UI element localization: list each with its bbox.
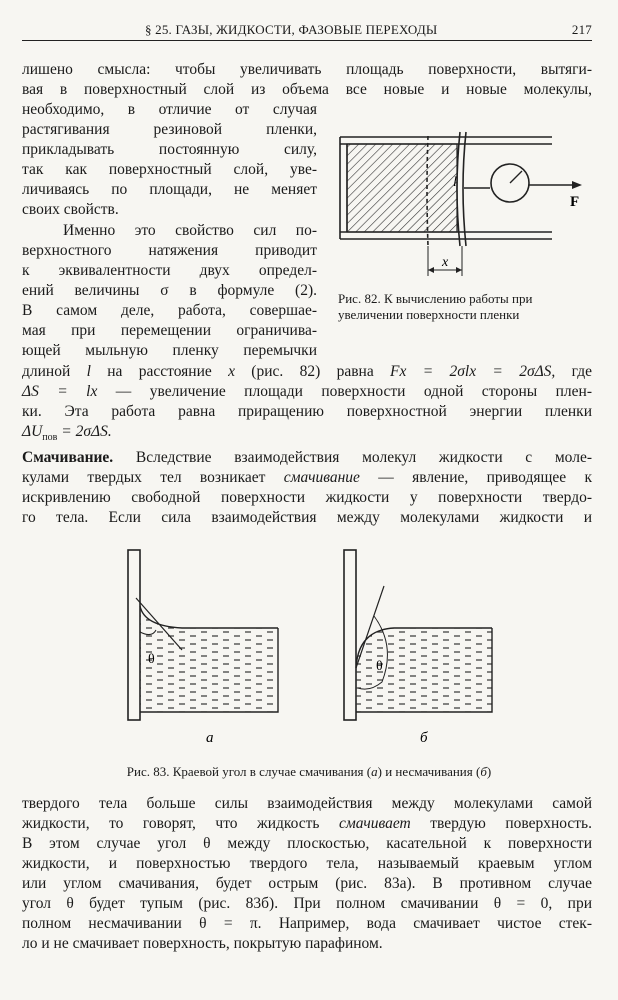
header-rule — [22, 40, 592, 41]
panel-a-wetting — [128, 550, 278, 746]
text-line: жидкости, то говорят, что жидкость смачивает твердую поверхность. — [22, 815, 592, 832]
text-line: прикладывать постоянную силу, — [22, 141, 317, 158]
text-line: необходимо, в отличие от случая — [22, 101, 317, 118]
theta-b: θ — [376, 659, 383, 674]
text-line: ющей мыльную пленку перемычки — [22, 342, 317, 359]
label-x: x — [442, 255, 449, 270]
text-line: или углом смачивания, будет острым (рис. 83а). В противном случае — [22, 875, 592, 892]
section-heading: Смачивание. — [22, 449, 114, 466]
soap-film — [347, 144, 457, 232]
text-line: угол θ будет тупым (рис. 83б). При полном смачивании θ = 0, при — [22, 895, 592, 912]
figure-82 — [332, 128, 594, 288]
figure-83 — [122, 546, 602, 758]
text-line: к эквивалентности двух определ- — [22, 262, 317, 279]
text-line: лишено смысла: чтобы увеличивать площадь поверхности, вытяги- — [22, 61, 592, 78]
text-line: растягивания резиновой пленки, — [22, 121, 317, 138]
solid-plate — [128, 550, 140, 720]
text-line: ки. Эта работа равна приращению поверхностной энергии пленки — [22, 403, 592, 420]
text-line: так как поверхностный слой, уве- — [22, 161, 317, 178]
text-line: личиваясь по площади, не меняет — [22, 181, 317, 198]
text-line: длиной l на расстояние x (рис. 82) равна Fx = 2σlx = 2σΔS, где — [22, 363, 592, 380]
text-line: жидкости, и поверхностью твердого тела, называемый краевым углом — [22, 855, 592, 872]
label-l: l — [453, 175, 457, 190]
text-line: В этом случае угол θ между плоскостью, касательной к поверхности — [22, 835, 592, 852]
text-line: Именно это свойство сил по- — [63, 222, 317, 239]
text-line: В самом деле, работа, совершае- — [22, 302, 317, 319]
text-line: полном несмачивании θ = π. Например, вода смачивает чистое стек- — [22, 915, 592, 932]
text-line: Смачивание. Вследствие взаимодействия молекул жидкости с моле- — [22, 449, 592, 466]
panel-b-nonwetting — [344, 550, 492, 746]
text-line: го тела. Если сила взаимодействия между молекулами жидкости и — [22, 509, 592, 526]
label-b: б — [420, 730, 428, 746]
text-line: мая при перемещении ограничива- — [22, 322, 317, 339]
text-line: $\Delta U_{пов} = 2\sigma\Delta S$. — [22, 423, 112, 444]
text-line: ений величины σ в формуле (2). — [22, 282, 317, 299]
solid-plate — [344, 550, 356, 720]
text-line: искривлению свободной поверхности жидкости у поверхности твердо- — [22, 489, 592, 506]
label-a: а — [206, 730, 214, 746]
section-title: § 25. ГАЗЫ, ЖИДКОСТИ, ФАЗОВЫЕ ПЕРЕХОДЫ — [145, 22, 438, 37]
text-line: вая в поверхностный слой из объема все новые и новые молекулы, — [22, 81, 592, 98]
page-number: 217 — [571, 22, 592, 37]
label-f: F — [570, 194, 580, 210]
text-line: ΔS = lx — увеличение площади поверхности одной стороны плен- — [22, 383, 593, 400]
text-line: кулами твердых тел возникает смачивание — явление, приводящее к — [22, 469, 593, 486]
text-line: своих свойств. — [22, 201, 119, 218]
text-line: ло и не смачивает поверхность, покрытую парафином. — [22, 935, 383, 952]
fig82-caption-line1: Рис. 82. К вычислению работы при — [338, 291, 533, 306]
text-line: верхностного натяжения приводит — [22, 242, 317, 259]
fig83-caption: Рис. 83. Краевой угол в случае смачивания (а) и несмачивания (б) — [126, 764, 492, 779]
liquid — [140, 606, 278, 712]
theta-a: θ — [148, 652, 155, 667]
fig82-caption-line2: увеличении поверхности пленки — [338, 307, 520, 322]
text-line: твердого тела больше силы взаимодействия между молекулами самой — [22, 795, 592, 812]
